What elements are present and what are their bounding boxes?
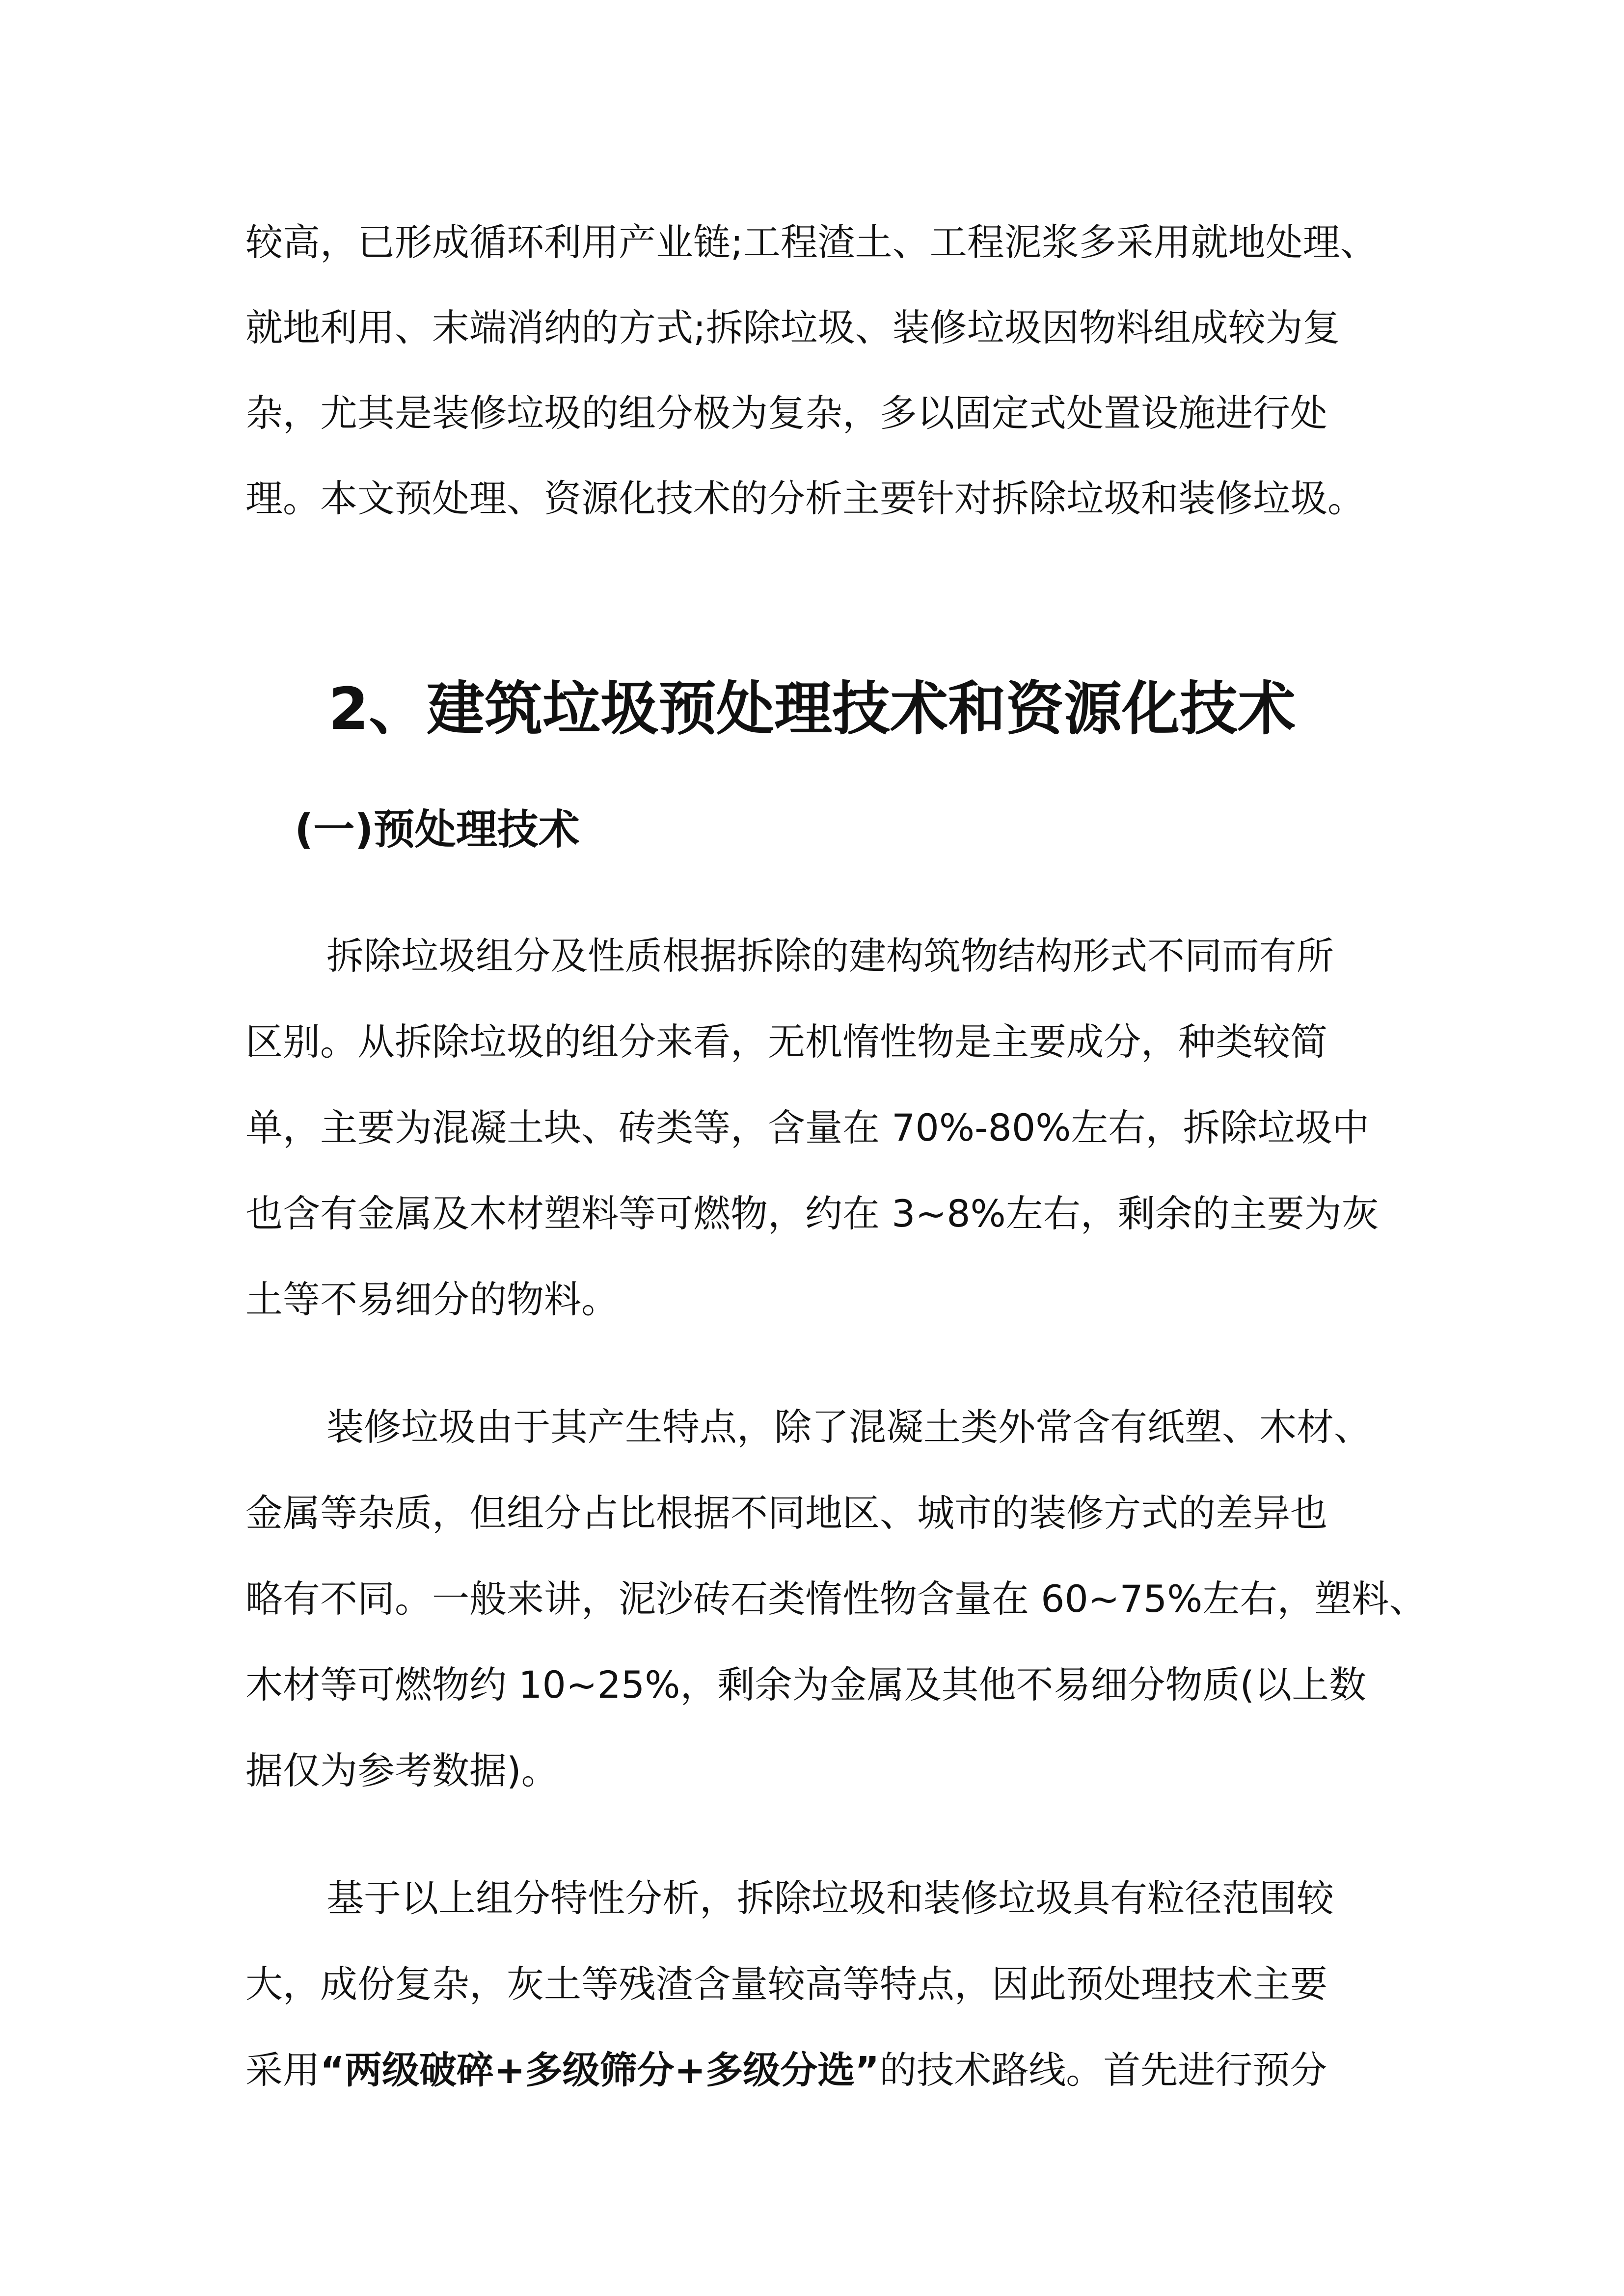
intro-line-1: 较高，已形成循环利用产业链;工程渣土、工程泥浆多采用就地处理、 <box>245 220 1378 264</box>
subsection-heading: (一)预处理技术 <box>295 805 580 854</box>
paragraph3-line-3-prefix: 采用 <box>245 2048 320 2092</box>
technical-route-emphasis: “两级破碎+多级筛分+多级分选” <box>320 2048 880 2092</box>
paragraph1-line-5: 土等不易细分的物料。 <box>245 1278 619 1321</box>
paragraph3-line-3 <box>245 2048 1327 2092</box>
paragraph2-line-4: 木材等可燃物约 10~25%，剩余为金属及其他不易细分物质(以上数 <box>245 1663 1367 1707</box>
paragraph2-line-5: 据仅为参考数据)。 <box>245 1749 559 1792</box>
paragraph3-line-1: 基于以上组分特性分析，拆除垃圾和装修垃圾具有粒径范围较 <box>326 1876 1334 1920</box>
intro-line-3: 杂，尤其是装修垃圾的组分极为复杂，多以固定式处置设施进行处 <box>245 391 1327 435</box>
paragraph2-line-3: 略有不同。一般来讲，泥沙砖石类惰性物含量在 60~75%左右，塑料、 <box>245 1577 1427 1621</box>
paragraph3-line-3-suffix: 的技术路线。首先进行预分 <box>879 2048 1327 2092</box>
section-heading: 2、建筑垃圾预处理技术和资源化技术 <box>328 675 1296 743</box>
intro-line-4: 理。本文预处理、资源化技术的分析主要针对拆除垃圾和装修垃圾。 <box>245 477 1365 520</box>
intro-line-2: 就地利用、末端消纳的方式;拆除垃圾、装修垃圾因物料组成较为复 <box>245 306 1340 349</box>
paragraph3-line-2: 大，成份复杂，灰土等残渣含量较高等特点，因此预处理技术主要 <box>245 1962 1327 2006</box>
paragraph2-line-1: 装修垃圾由于其产生特点，除了混凝土类外常含有纸塑、木材、 <box>326 1405 1371 1449</box>
paragraph1-line-3: 单，主要为混凝土块、砖类等，含量在 70%-80%左右，拆除垃圾中 <box>245 1106 1370 1149</box>
paragraph1-line-2: 区别。从拆除垃圾的组分来看，无机惰性物是主要成分，种类较简 <box>245 1020 1327 1064</box>
paragraph1-line-1: 拆除垃圾组分及性质根据拆除的建构筑物结构形式不同而有所 <box>326 934 1334 978</box>
paragraph2-line-2: 金属等杂质，但组分占比根据不同地区、城市的装修方式的差异也 <box>245 1491 1327 1535</box>
paragraph1-line-4: 也含有金属及木材塑料等可燃物，约在 3~8%左右，剩余的主要为灰 <box>245 1192 1379 1235</box>
